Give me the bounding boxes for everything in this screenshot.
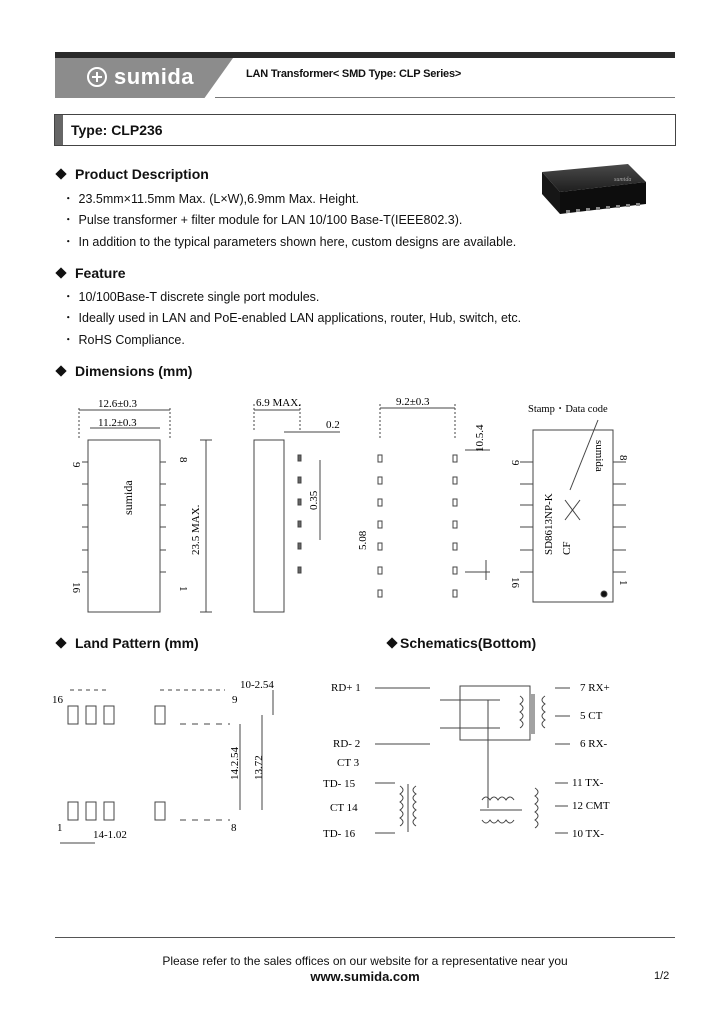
stamp-pin-9: 9 <box>509 460 521 466</box>
length-label: 23.5 MAX. <box>190 504 202 555</box>
land-pin-1: 1 <box>57 822 63 834</box>
stamp-code: CF <box>561 541 573 555</box>
land-span: 13.72 <box>253 755 265 780</box>
schem-left-3: CT 3 <box>337 757 360 769</box>
product-description-heading: Product Description <box>57 166 209 182</box>
footer-url[interactable]: www.sumida.com <box>310 969 420 984</box>
footer-note: Please refer to the sales offices on our website for a representative near you <box>162 954 568 968</box>
land-bottom-pitch: 14-1.02 <box>93 829 127 841</box>
type-label: Type: CLP236 <box>71 122 163 138</box>
lead-thickness: 0.2 <box>326 419 340 431</box>
schem-right-5: 12 CMT <box>572 800 610 812</box>
land-pin-9: 9 <box>232 694 238 706</box>
land-pin-8: 8 <box>231 822 237 834</box>
schem-left-6: TD- 16 <box>323 828 356 840</box>
dimensions-heading: Dimensions (mm) <box>57 363 192 379</box>
stamp-pin-16: 16 <box>509 577 521 588</box>
feature-heading: Feature <box>57 265 126 281</box>
land-top-pitch: 10-2.54 <box>240 679 274 691</box>
pitch-label: 10.5.4 <box>474 424 486 452</box>
top-width-inner: 11.2±0.3 <box>98 417 137 429</box>
feature-line-1: ・ 10/100Base-T discrete single port modules. <box>62 290 320 304</box>
feature-line-3: ・ RoHS Compliance. <box>62 333 185 347</box>
schem-left-5: CT 14 <box>330 802 358 814</box>
description-line-1: ・ 23.5mm×11.5mm Max. (L×W),6.9mm Max. Height. <box>62 192 359 206</box>
schem-right-2: 5 CT <box>580 710 603 722</box>
description-line-2: ・ Pulse transformer + filter module for LAN 10/100 Base-T(IEEE802.3). <box>62 213 463 227</box>
feature-line-2: ・ Ideally used in LAN and PoE-enabled LAN applications, router, Hub, switch, etc. <box>62 311 522 325</box>
footer-rule <box>55 937 675 938</box>
land-pin-16: 16 <box>52 694 63 706</box>
stamp-pin-1: 1 <box>617 580 629 586</box>
schem-right-1: 7 RX+ <box>580 682 610 694</box>
photo-marking: sumida <box>614 177 632 183</box>
body-marking: sumida <box>121 480 135 515</box>
height-label: 6.9 MAX. <box>256 397 301 409</box>
land-gap: 14.2.54 <box>229 747 241 780</box>
schem-right-3: 6 RX- <box>580 738 608 750</box>
land-pattern-heading: Land Pattern (mm) <box>57 635 199 651</box>
schem-right-6: 10 TX- <box>572 828 604 840</box>
page-number: 1/2 <box>654 970 670 982</box>
schematics-heading: Schematics(Bottom) <box>388 635 536 651</box>
page-title: LAN Transformer< SMD Type: CLP Series> <box>246 68 462 80</box>
stamp-label: Stamp・Data code <box>528 404 608 415</box>
logo-text: sumida <box>114 64 195 89</box>
stamp-logo: sumida <box>593 440 605 472</box>
schem-right-4: 11 TX- <box>572 777 604 789</box>
top-pin-8: 8 <box>177 457 189 463</box>
stamp-part: SD8613NP-K <box>543 493 555 555</box>
schem-left-4: TD- 15 <box>323 778 356 790</box>
top-pin-9: 9 <box>70 462 82 468</box>
top-width-outer: 12.6±0.3 <box>98 398 138 410</box>
top-pin-16: 16 <box>70 582 82 593</box>
side-width: 9.2±0.3 <box>396 396 430 408</box>
pitch-detail: 5.08 <box>357 530 369 550</box>
schem-left-1: RD+ 1 <box>331 682 361 694</box>
schem-left-2: RD- 2 <box>333 738 361 750</box>
lead-width: 0.35 <box>308 490 320 510</box>
top-pin-1: 1 <box>177 586 189 592</box>
description-line-3: ・ In addition to the typical parameters shown here, custom designs are available. <box>62 235 517 249</box>
stamp-pin-8: 8 <box>617 455 629 461</box>
